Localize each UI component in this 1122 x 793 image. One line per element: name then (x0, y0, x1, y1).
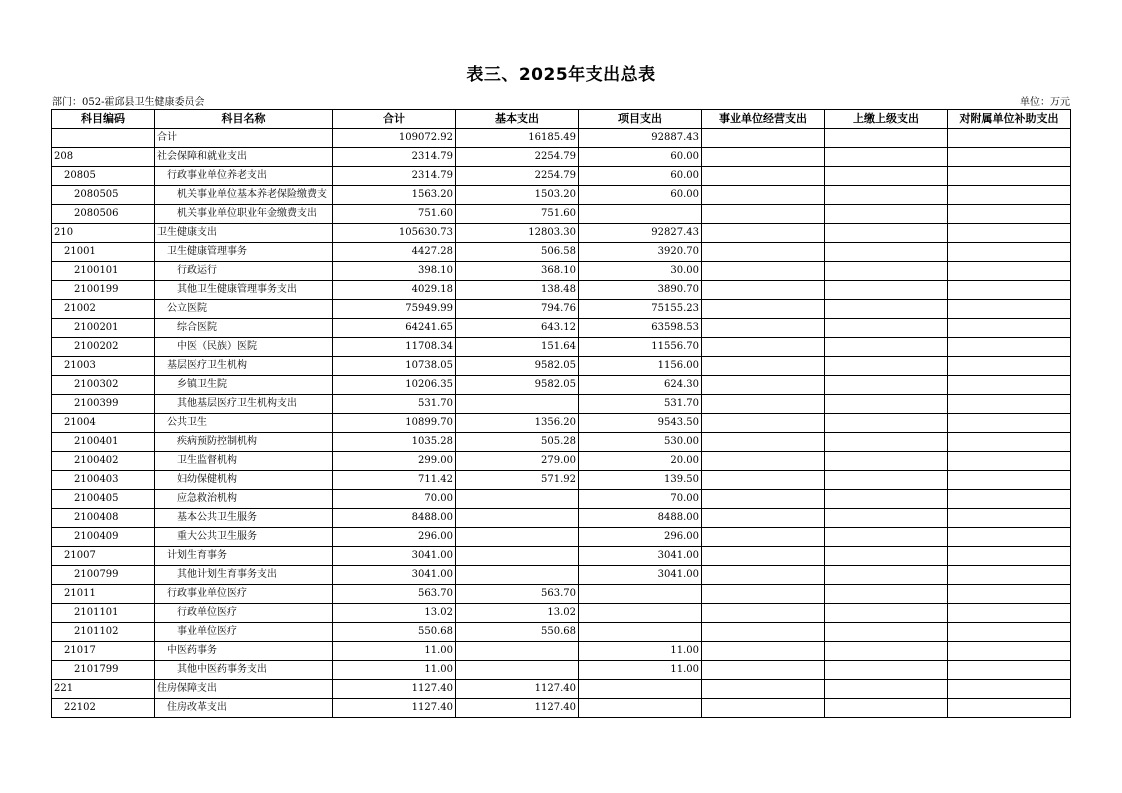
cell-code: 210 (52, 224, 155, 243)
cell-name: 公共卫生 (155, 414, 333, 433)
cell-project: 3041.00 (579, 566, 702, 585)
cell-project: 75155.23 (579, 300, 702, 319)
table-row (52, 167, 1071, 186)
cell-project: 9543.50 (579, 414, 702, 433)
cell-code: 2100403 (52, 471, 155, 490)
cell-upper (825, 680, 948, 699)
cell-operating (702, 262, 825, 281)
cell-basic (456, 395, 579, 414)
table-row (52, 680, 1071, 699)
table-row (52, 528, 1071, 547)
cell-total: 563.70 (333, 585, 456, 604)
cell-basic: 2254.79 (456, 148, 579, 167)
cell-code: 21004 (52, 414, 155, 433)
cell-name: 综合医院 (155, 319, 333, 338)
cell-subsidy (948, 376, 1071, 395)
cell-name: 行政事业单位养老支出 (155, 167, 333, 186)
cell-name: 卫生监督机构 (155, 452, 333, 471)
cell-subsidy (948, 661, 1071, 680)
cell-upper (825, 300, 948, 319)
cell-name: 机关事业单位职业年金缴费支出 (155, 205, 333, 224)
cell-upper (825, 338, 948, 357)
cell-upper (825, 547, 948, 566)
header-subsidy: 对附属单位补助支出 (948, 110, 1071, 129)
cell-code: 2100302 (52, 376, 155, 395)
cell-code: 2080505 (52, 186, 155, 205)
cell-subsidy (948, 148, 1071, 167)
cell-total: 1035.28 (333, 433, 456, 452)
table-body (52, 129, 1071, 718)
cell-basic: 9582.05 (456, 357, 579, 376)
cell-operating (702, 604, 825, 623)
cell-subsidy (948, 319, 1071, 338)
table-row (52, 376, 1071, 395)
cell-total: 751.60 (333, 205, 456, 224)
cell-total: 1127.40 (333, 699, 456, 718)
department-label: 部门：052-霍邱县卫生健康委员会 (52, 97, 205, 108)
cell-operating (702, 433, 825, 452)
cell-total: 10738.05 (333, 357, 456, 376)
cell-upper (825, 281, 948, 300)
cell-basic (456, 661, 579, 680)
cell-code: 2100199 (52, 281, 155, 300)
cell-code: 2100405 (52, 490, 155, 509)
cell-name: 乡镇卫生院 (155, 376, 333, 395)
cell-subsidy (948, 528, 1071, 547)
cell-name: 其他基层医疗卫生机构支出 (155, 395, 333, 414)
table-row (52, 699, 1071, 718)
cell-operating (702, 699, 825, 718)
cell-upper (825, 129, 948, 148)
cell-name: 计划生育事务 (155, 547, 333, 566)
cell-project: 92887.43 (579, 129, 702, 148)
expenditure-table (51, 109, 1071, 718)
cell-project: 63598.53 (579, 319, 702, 338)
cell-operating (702, 395, 825, 414)
header-name: 科目名称 (155, 110, 333, 129)
cell-upper (825, 376, 948, 395)
cell-operating (702, 509, 825, 528)
cell-operating (702, 414, 825, 433)
table-row (52, 148, 1071, 167)
cell-project (579, 205, 702, 224)
cell-code: 21003 (52, 357, 155, 376)
cell-project: 3890.70 (579, 281, 702, 300)
cell-code: 21007 (52, 547, 155, 566)
cell-upper (825, 604, 948, 623)
cell-total: 711.42 (333, 471, 456, 490)
cell-name: 妇幼保健机构 (155, 471, 333, 490)
cell-total: 4029.18 (333, 281, 456, 300)
cell-upper (825, 661, 948, 680)
cell-project (579, 585, 702, 604)
cell-name: 住房改革支出 (155, 699, 333, 718)
cell-subsidy (948, 585, 1071, 604)
cell-name: 基本公共卫生服务 (155, 509, 333, 528)
cell-subsidy (948, 243, 1071, 262)
cell-code: 21011 (52, 585, 155, 604)
cell-operating (702, 566, 825, 585)
cell-subsidy (948, 509, 1071, 528)
table-row (52, 414, 1071, 433)
cell-total: 3041.00 (333, 566, 456, 585)
cell-upper (825, 642, 948, 661)
table-row (52, 300, 1071, 319)
cell-operating (702, 661, 825, 680)
cell-project: 30.00 (579, 262, 702, 281)
cell-code: 2100201 (52, 319, 155, 338)
table-row (52, 566, 1071, 585)
cell-total: 13.02 (333, 604, 456, 623)
table-row (52, 490, 1071, 509)
cell-basic: 571.92 (456, 471, 579, 490)
cell-subsidy (948, 357, 1071, 376)
cell-subsidy (948, 186, 1071, 205)
cell-code: 21001 (52, 243, 155, 262)
cell-subsidy (948, 262, 1071, 281)
cell-basic: 643.12 (456, 319, 579, 338)
cell-upper (825, 585, 948, 604)
cell-total: 105630.73 (333, 224, 456, 243)
cell-project: 296.00 (579, 528, 702, 547)
cell-project (579, 623, 702, 642)
cell-subsidy (948, 452, 1071, 471)
cell-operating (702, 243, 825, 262)
cell-code: 2100402 (52, 452, 155, 471)
cell-operating (702, 224, 825, 243)
cell-name: 应急救治机构 (155, 490, 333, 509)
cell-upper (825, 205, 948, 224)
cell-operating (702, 338, 825, 357)
cell-name: 中医药事务 (155, 642, 333, 661)
cell-subsidy (948, 604, 1071, 623)
cell-operating (702, 452, 825, 471)
cell-subsidy (948, 490, 1071, 509)
table-row (52, 433, 1071, 452)
cell-operating (702, 585, 825, 604)
cell-project: 70.00 (579, 490, 702, 509)
cell-basic: 563.70 (456, 585, 579, 604)
table-row (52, 224, 1071, 243)
cell-subsidy (948, 167, 1071, 186)
cell-operating (702, 281, 825, 300)
cell-upper (825, 186, 948, 205)
cell-basic: 151.64 (456, 338, 579, 357)
cell-operating (702, 319, 825, 338)
cell-operating (702, 186, 825, 205)
cell-code: 21002 (52, 300, 155, 319)
header-operating: 事业单位经营支出 (702, 110, 825, 129)
cell-total: 3041.00 (333, 547, 456, 566)
cell-code: 208 (52, 148, 155, 167)
cell-name: 其他计划生育事务支出 (155, 566, 333, 585)
cell-upper (825, 699, 948, 718)
table-row (52, 357, 1071, 376)
cell-project (579, 604, 702, 623)
cell-upper (825, 509, 948, 528)
cell-operating (702, 300, 825, 319)
cell-total: 2314.79 (333, 148, 456, 167)
cell-name: 其他卫生健康管理事务支出 (155, 281, 333, 300)
cell-basic: 9582.05 (456, 376, 579, 395)
cell-project: 139.50 (579, 471, 702, 490)
cell-operating (702, 642, 825, 661)
table-row (52, 623, 1071, 642)
table-header-row (52, 110, 1071, 129)
cell-basic (456, 509, 579, 528)
table-row (52, 319, 1071, 338)
cell-total: 11.00 (333, 642, 456, 661)
cell-project: 11.00 (579, 642, 702, 661)
cell-total: 8488.00 (333, 509, 456, 528)
cell-name: 疾病预防控制机构 (155, 433, 333, 452)
cell-name: 重大公共卫生服务 (155, 528, 333, 547)
table-row (52, 661, 1071, 680)
cell-total: 10206.35 (333, 376, 456, 395)
cell-upper (825, 224, 948, 243)
cell-total: 75949.99 (333, 300, 456, 319)
table-row (52, 585, 1071, 604)
cell-subsidy (948, 566, 1071, 585)
cell-basic: 368.10 (456, 262, 579, 281)
cell-total: 4427.28 (333, 243, 456, 262)
cell-code: 2080506 (52, 205, 155, 224)
table-row (52, 262, 1071, 281)
cell-name: 其他中医药事务支出 (155, 661, 333, 680)
cell-code: 2100101 (52, 262, 155, 281)
cell-subsidy (948, 224, 1071, 243)
cell-project: 3041.00 (579, 547, 702, 566)
cell-name: 行政事业单位医疗 (155, 585, 333, 604)
cell-basic (456, 642, 579, 661)
cell-project: 624.30 (579, 376, 702, 395)
cell-total: 1563.20 (333, 186, 456, 205)
cell-subsidy (948, 129, 1071, 148)
cell-subsidy (948, 281, 1071, 300)
cell-basic: 279.00 (456, 452, 579, 471)
table-row (52, 281, 1071, 300)
table-row (52, 604, 1071, 623)
cell-basic (456, 566, 579, 585)
cell-total: 11708.34 (333, 338, 456, 357)
cell-name: 卫生健康管理事务 (155, 243, 333, 262)
cell-basic: 16185.49 (456, 129, 579, 148)
cell-code: 2101101 (52, 604, 155, 623)
cell-name: 社会保障和就业支出 (155, 148, 333, 167)
cell-total: 1127.40 (333, 680, 456, 699)
cell-total: 109072.92 (333, 129, 456, 148)
cell-upper (825, 490, 948, 509)
cell-code: 2100408 (52, 509, 155, 528)
cell-code: 2100409 (52, 528, 155, 547)
cell-upper (825, 148, 948, 167)
cell-upper (825, 414, 948, 433)
cell-subsidy (948, 395, 1071, 414)
cell-subsidy (948, 414, 1071, 433)
cell-operating (702, 205, 825, 224)
table-row (52, 452, 1071, 471)
cell-project: 60.00 (579, 186, 702, 205)
cell-upper (825, 566, 948, 585)
cell-name: 行政单位医疗 (155, 604, 333, 623)
cell-total: 296.00 (333, 528, 456, 547)
cell-code: 2100399 (52, 395, 155, 414)
cell-project: 11556.70 (579, 338, 702, 357)
cell-subsidy (948, 471, 1071, 490)
cell-name: 卫生健康支出 (155, 224, 333, 243)
cell-name: 事业单位医疗 (155, 623, 333, 642)
cell-code: 2101102 (52, 623, 155, 642)
cell-basic (456, 547, 579, 566)
cell-code: 221 (52, 680, 155, 699)
table-row (52, 205, 1071, 224)
cell-basic: 138.48 (456, 281, 579, 300)
cell-operating (702, 547, 825, 566)
cell-name: 机关事业单位基本养老保险缴费支 (155, 186, 333, 205)
cell-total: 531.70 (333, 395, 456, 414)
page-title: 表三、2025年支出总表 (466, 65, 656, 85)
header-basic: 基本支出 (456, 110, 579, 129)
cell-upper (825, 623, 948, 642)
table-row (52, 642, 1071, 661)
cell-operating (702, 167, 825, 186)
table-row (52, 547, 1071, 566)
cell-operating (702, 357, 825, 376)
cell-upper (825, 433, 948, 452)
table-row (52, 509, 1071, 528)
table-row (52, 243, 1071, 262)
header-code: 科目编码 (52, 110, 155, 129)
cell-upper (825, 243, 948, 262)
cell-upper (825, 167, 948, 186)
cell-operating (702, 376, 825, 395)
unit-label: 单位：万元 (1020, 97, 1070, 108)
cell-upper (825, 452, 948, 471)
cell-operating (702, 680, 825, 699)
cell-basic: 1127.40 (456, 699, 579, 718)
cell-project: 92827.43 (579, 224, 702, 243)
cell-operating (702, 623, 825, 642)
cell-project: 8488.00 (579, 509, 702, 528)
cell-upper (825, 319, 948, 338)
cell-project: 11.00 (579, 661, 702, 680)
cell-total: 398.10 (333, 262, 456, 281)
cell-basic: 12803.30 (456, 224, 579, 243)
cell-code: 20805 (52, 167, 155, 186)
header-project: 项目支出 (579, 110, 702, 129)
table-row (52, 471, 1071, 490)
cell-code: 2101799 (52, 661, 155, 680)
cell-subsidy (948, 433, 1071, 452)
cell-basic: 1127.40 (456, 680, 579, 699)
cell-project: 1156.00 (579, 357, 702, 376)
cell-basic: 13.02 (456, 604, 579, 623)
cell-basic (456, 490, 579, 509)
cell-total: 70.00 (333, 490, 456, 509)
header-upper: 上缴上级支出 (825, 110, 948, 129)
cell-total: 299.00 (333, 452, 456, 471)
cell-name: 行政运行 (155, 262, 333, 281)
cell-project: 530.00 (579, 433, 702, 452)
cell-total: 2314.79 (333, 167, 456, 186)
cell-subsidy (948, 547, 1071, 566)
cell-project: 60.00 (579, 167, 702, 186)
table-row (52, 338, 1071, 357)
cell-operating (702, 148, 825, 167)
cell-subsidy (948, 300, 1071, 319)
cell-name: 中医（民族）医院 (155, 338, 333, 357)
cell-code: 2100401 (52, 433, 155, 452)
cell-upper (825, 262, 948, 281)
cell-basic: 751.60 (456, 205, 579, 224)
cell-subsidy (948, 642, 1071, 661)
cell-subsidy (948, 205, 1071, 224)
cell-basic: 2254.79 (456, 167, 579, 186)
cell-upper (825, 395, 948, 414)
cell-project: 531.70 (579, 395, 702, 414)
cell-operating (702, 471, 825, 490)
cell-operating (702, 490, 825, 509)
cell-basic: 506.58 (456, 243, 579, 262)
cell-project (579, 699, 702, 718)
cell-project (579, 680, 702, 699)
cell-operating (702, 129, 825, 148)
cell-name: 公立医院 (155, 300, 333, 319)
cell-total: 11.00 (333, 661, 456, 680)
cell-subsidy (948, 680, 1071, 699)
cell-project: 20.00 (579, 452, 702, 471)
cell-subsidy (948, 699, 1071, 718)
cell-total: 10899.70 (333, 414, 456, 433)
cell-name: 基层医疗卫生机构 (155, 357, 333, 376)
cell-basic: 1503.20 (456, 186, 579, 205)
cell-basic: 1356.20 (456, 414, 579, 433)
cell-subsidy (948, 338, 1071, 357)
cell-basic: 550.68 (456, 623, 579, 642)
cell-name: 合计 (155, 129, 333, 148)
cell-name: 住房保障支出 (155, 680, 333, 699)
cell-operating (702, 528, 825, 547)
cell-project: 3920.70 (579, 243, 702, 262)
cell-project: 60.00 (579, 148, 702, 167)
cell-upper (825, 528, 948, 547)
cell-subsidy (948, 623, 1071, 642)
cell-upper (825, 357, 948, 376)
cell-code: 22102 (52, 699, 155, 718)
cell-total: 550.68 (333, 623, 456, 642)
cell-basic: 505.28 (456, 433, 579, 452)
cell-code (52, 129, 155, 148)
header-total: 合计 (333, 110, 456, 129)
table-row (52, 186, 1071, 205)
cell-code: 21017 (52, 642, 155, 661)
cell-basic (456, 528, 579, 547)
cell-code: 2100799 (52, 566, 155, 585)
table-row (52, 129, 1071, 148)
cell-upper (825, 471, 948, 490)
table-row (52, 395, 1071, 414)
cell-basic: 794.76 (456, 300, 579, 319)
cell-total: 64241.65 (333, 319, 456, 338)
cell-code: 2100202 (52, 338, 155, 357)
